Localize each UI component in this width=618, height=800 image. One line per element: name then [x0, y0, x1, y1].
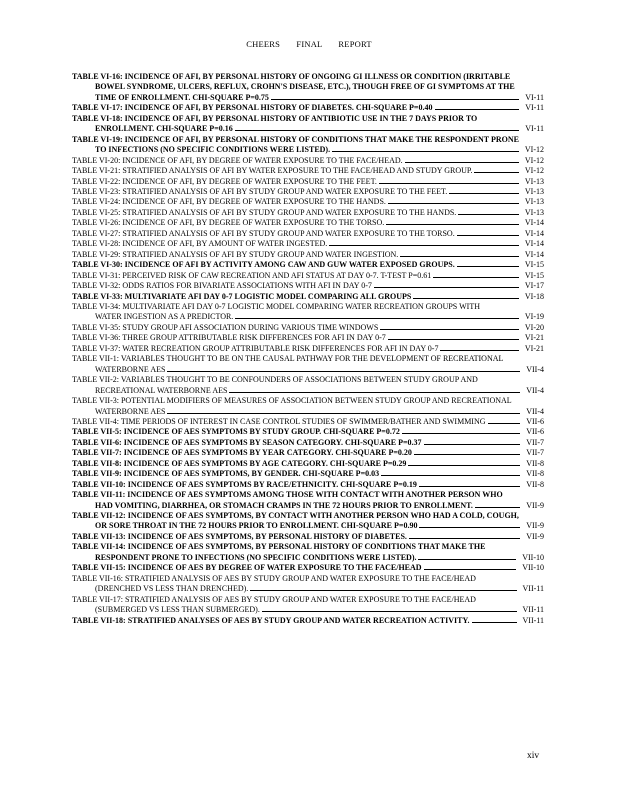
toc-entry-label: TABLE VII-10: — [72, 479, 126, 489]
toc-entry-label: TABLE VII-14: — [72, 542, 126, 552]
toc-entry[interactable] — [72, 135, 544, 156]
toc-entry[interactable] — [72, 480, 544, 490]
toc-entry-page: VII-10 — [522, 552, 544, 562]
toc-entry-label: TABLE VI-19: — [72, 134, 123, 144]
leader-line — [381, 475, 520, 476]
toc-entry-page: VI-11 — [525, 92, 544, 102]
leader-line — [424, 444, 521, 445]
toc-entry[interactable] — [72, 469, 544, 479]
toc-entry-title: BOWEL SYNDROME, ULCERS, REFLUX, CROHN'S DISEASE, ETC.), THOUGH FREE OF GI SYMPTOMS AT THE — [95, 82, 515, 92]
toc-entry-page: VI-14 — [524, 218, 544, 228]
toc-entry-title: WATER RECREATION GROUP ATTRIBUTABLE RISK DIFFERENCES FOR AFI IN DAY 0-7 — [122, 343, 439, 353]
toc-entry-label: TABLE VII-1: — [72, 354, 119, 364]
toc-entry-page: VII-6 — [526, 416, 544, 426]
leader-line — [457, 266, 519, 267]
leader-line — [167, 413, 520, 414]
leader-line — [440, 350, 518, 351]
toc-entry-page: VI-14 — [524, 228, 544, 238]
toc-entry[interactable] — [72, 616, 544, 626]
toc-entry-title: INCIDENCE OF AFI, BY DEGREE OF WATER EXPOSURE TO THE FEET. — [122, 176, 377, 186]
leader-line — [374, 287, 519, 288]
leader-line — [262, 611, 517, 612]
toc-entry-title: THREE GROUP ATTRIBUTABLE RISK DIFFERENCES FOR AFI IN DAY 0-7 — [122, 333, 386, 343]
leader-line — [235, 130, 519, 131]
toc-entry-label: TABLE VI-36: — [72, 333, 121, 343]
toc-entry-title: VARIABLES THOUGHT TO BE ON THE CAUSAL PATHWAY FOR THE DEVELOPMENT OF RECREATIONAL — [120, 354, 504, 364]
toc-entry-page: VII-8 — [526, 479, 544, 489]
leader-line — [488, 423, 521, 424]
toc-entry-title: STRATIFIED ANALYSIS OF AFI BY STUDY GROUP AND WATER EXPOSURE TO THE TORSO. — [122, 228, 455, 238]
toc-entry-page: VI-14 — [524, 249, 544, 259]
toc-entry[interactable] — [72, 156, 544, 166]
toc-entry-title: INCIDENCE OF AES BY DEGREE OF WATER EXPOSURE TO THE FACE/HEAD — [127, 563, 422, 573]
toc-entry-title: INCIDENCE OF AES SYMPTOMS, BY GENDER. CHI-SQUARE P=0.03 — [123, 469, 380, 479]
toc-entry-title: INCIDENCE OF AFI, BY DEGREE OF WATER EXPOSURE TO THE HANDS. — [122, 197, 386, 207]
toc-entry-title: RESPONDENT PRONE TO INFECTIONS (NO SPECIFIC CONDITIONS WERE LISTED). — [95, 552, 417, 562]
toc-entry[interactable] — [72, 166, 544, 176]
leader-line — [380, 329, 519, 330]
leader-line — [379, 183, 519, 184]
toc-entry[interactable] — [72, 333, 544, 343]
toc-entry-title: INCIDENCE OF AFI BY ACTIVITY AMONG CAW AND GUW WATER EXPOSED GROUPS. — [124, 260, 455, 270]
leader-line — [408, 465, 520, 466]
toc-entry-page: VII-4 — [526, 406, 544, 416]
toc-entry[interactable] — [72, 595, 544, 616]
toc-entry[interactable] — [72, 114, 544, 135]
toc-entry-label: TABLE VII-11: — [72, 490, 126, 500]
toc-entry[interactable] — [72, 229, 544, 239]
toc-entry[interactable] — [72, 427, 544, 437]
toc-entry[interactable] — [72, 542, 544, 563]
toc-entry-title: TIME PERIODS OF INTEREST IN CASE CONTROL STUDIES OF SWIMMER/BATHER AND SWIMMING — [120, 416, 486, 426]
leader-line — [424, 569, 517, 570]
toc-entry-label: TABLE VII-7: — [72, 448, 122, 458]
toc-entry[interactable] — [72, 218, 544, 228]
leader-line — [332, 151, 519, 152]
toc-entry[interactable] — [72, 292, 544, 302]
toc-entry-page: VI-15 — [524, 260, 544, 270]
toc-entry-title: INCIDENCE OF AFI, BY PERSONAL HISTORY OF ONGOING GI ILLNESS OR CONDITION (IRRITABLE — [124, 72, 511, 81]
toc-entry[interactable] — [72, 103, 544, 113]
toc-entry-title: INCIDENCE OF AFI, BY PERSONAL HISTORY OF CONDITIONS THAT MAKE THE RESPONDENT PRONE — [124, 134, 519, 144]
toc-entry-title: STUDY GROUP AFI ASSOCIATION DURING VARIOUS TIME WINDOWS — [122, 322, 379, 332]
toc-entry-title: MULTIVARIATE AFI DAY 0-7 LOGISTIC MODEL COMPARING ALL GROUPS — [124, 291, 412, 301]
toc-entry-label: TABLE VI-32: — [72, 281, 121, 291]
toc-entry-label: TABLE VI-20: — [72, 155, 121, 165]
leader-line — [229, 392, 520, 393]
toc-entry-title: INCIDENCE OF AES SYMPTOMS, BY CONTACT WITH ANOTHER PERSON WHO HAD A COLD, COUGH, — [127, 511, 519, 521]
toc-entry-label: TABLE VII-16: — [72, 573, 123, 583]
leader-line — [250, 590, 516, 591]
toc-entry-title: PERCEIVED RISK OF CAW RECREATION AND AFI STATUS AT DAY 0-7. T-TEST P=0.61 — [122, 270, 432, 280]
toc-entry-title: HAD VOMITING, DIARRHEA, OR STOMACH CRAMPS IN THE 72 HOURS PRIOR TO ENROLLMENT. — [95, 500, 473, 510]
toc-entry[interactable] — [72, 323, 544, 333]
toc-entry-label: TABLE VII-9: — [72, 469, 122, 479]
toc-entry-title: STRATIFIED ANALYSIS OF AES BY STUDY GROUP AND WATER EXPOSURE TO THE FACE/HEAD — [124, 573, 476, 583]
toc-entry-label: TABLE VI-33: — [72, 291, 123, 301]
toc-entry-page: VII-9 — [526, 500, 544, 510]
toc-entry[interactable] — [72, 187, 544, 197]
toc-entry-page: VI-12 — [524, 166, 544, 176]
toc-entry-page: VII-7 — [526, 448, 544, 458]
toc-entry-label: TABLE VI-25: — [72, 207, 121, 217]
leader-line — [235, 318, 519, 319]
leader-line — [414, 454, 520, 455]
toc-entry-label: TABLE VII-13: — [72, 531, 126, 541]
toc-entry-page: VII-11 — [522, 605, 544, 615]
toc-entry-title: STRATIFIED ANALYSIS OF AFI BY STUDY GROUP AND WATER EXPOSURE TO THE FEET. — [122, 186, 448, 196]
leader-line — [413, 298, 519, 299]
toc-entry-label: TABLE VI-35: — [72, 322, 121, 332]
toc-entry-page: VI-12 — [524, 145, 544, 155]
leader-line — [167, 371, 520, 372]
toc-entry-page: VI-18 — [524, 291, 544, 301]
leader-line — [405, 162, 519, 163]
toc-entry-title: INCIDENCE OF AES SYMPTOMS, BY PERSONAL HISTORY OF DIABETES. — [127, 531, 407, 541]
toc-entry[interactable] — [72, 511, 544, 532]
leader-line — [474, 172, 518, 173]
toc-entry-title: TIME OF ENROLLMENT. CHI-SQUARE P=0.75 — [95, 92, 269, 102]
page-number: xiv — [527, 751, 540, 761]
toc-entry-label: TABLE VII-15: — [72, 563, 126, 573]
toc-entry-label: TABLE VI-16: — [72, 72, 123, 81]
toc-entry[interactable] — [72, 271, 544, 281]
toc-entry-title: STRATIFIED ANALYSIS OF AFI BY STUDY GROUP AND WATER EXPOSURE TO THE HANDS. — [122, 207, 457, 217]
toc-entry-title: POTENTIAL MODIFIERS OF MEASURES OF ASSOCIATION BETWEEN STUDY GROUP AND RECREATIONAL — [120, 396, 512, 406]
toc-entry[interactable] — [72, 344, 544, 354]
leader-line — [409, 538, 520, 539]
toc-entry[interactable] — [72, 490, 544, 511]
toc-entry[interactable] — [72, 375, 544, 396]
toc-entry-page: VI-12 — [524, 155, 544, 165]
leader-line — [400, 256, 519, 257]
toc-entry-title: INCIDENCE OF AES SYMPTOMS BY STUDY GROUP. CHI-SQUARE P=0.72 — [123, 427, 400, 437]
toc-entry-title: WATERBORNE AES — [95, 406, 166, 416]
toc-entry[interactable] — [72, 260, 544, 270]
leader-line — [449, 193, 519, 194]
toc-entry[interactable] — [72, 197, 544, 207]
toc-entry-page: VII-6 — [526, 427, 544, 437]
toc-entry-page: VI-13 — [524, 207, 544, 217]
toc-entry[interactable] — [72, 563, 544, 573]
toc-entry-title: INCIDENCE OF AES SYMPTOMS BY RACE/ETHNICITY. CHI-SQUARE P=0.19 — [127, 479, 417, 489]
leader-line — [457, 235, 519, 236]
toc-entry-page: VII-9 — [526, 521, 544, 531]
toc-entry-page: VI-14 — [524, 239, 544, 249]
toc-entry-page: VI-20 — [524, 322, 544, 332]
leader-line — [419, 486, 520, 487]
toc-entry-label: TABLE VII-2: — [72, 375, 119, 385]
toc-entry[interactable] — [72, 532, 544, 542]
toc-entry-label: TABLE VII-5: — [72, 427, 122, 437]
toc-entry[interactable] — [72, 72, 544, 103]
running-header: CHEERS FINAL REPORT — [246, 39, 372, 49]
toc-entry-page: VI-21 — [524, 343, 544, 353]
toc-entry-title: INCIDENCE OF AES SYMPTOMS BY AGE CATEGORY. CHI-SQUARE P=0.29 — [123, 458, 407, 468]
toc-entry-page: VII-8 — [526, 469, 544, 479]
toc-entry-page: VII-7 — [526, 437, 544, 447]
leader-line — [418, 559, 516, 560]
toc-entry-page: VII-10 — [522, 563, 544, 573]
leader-line — [388, 339, 519, 340]
toc-entry-title: ODDS RATIOS FOR BIVARIATE ASSOCIATIONS WITH AFI IN DAY 0-7 — [122, 281, 372, 291]
leader-line — [329, 245, 519, 246]
toc-entry-page: VII-11 — [522, 584, 544, 594]
toc-entry-page: VII-8 — [526, 458, 544, 468]
toc-entry[interactable] — [72, 417, 544, 427]
toc-entry-label: TABLE VII-8: — [72, 458, 122, 468]
toc-entry-label: TABLE VI-28: — [72, 239, 121, 249]
toc-entry[interactable] — [72, 177, 544, 187]
toc-entry[interactable] — [72, 574, 544, 595]
toc-entry-title: INCIDENCE OF AFI, BY DEGREE OF WATER EXPOSURE TO THE TORSO. — [122, 218, 385, 228]
toc-entry-label: TABLE VI-37: — [72, 343, 121, 353]
toc-entry-title: WATERBORNE AES — [95, 364, 166, 374]
toc-entry-title: STRATIFIED ANALYSIS OF AES BY STUDY GROUP AND WATER EXPOSURE TO THE FACE/HEAD — [124, 594, 476, 604]
toc-entry-label: TABLE VI-18: — [72, 113, 123, 123]
toc-entry[interactable] — [72, 438, 544, 448]
toc-entry-label: TABLE VII-6: — [72, 437, 122, 447]
toc-entry[interactable] — [72, 459, 544, 469]
toc-entry-label: TABLE VI-26: — [72, 218, 121, 228]
toc-entry-page: VI-11 — [525, 103, 544, 113]
leader-line — [271, 99, 519, 100]
toc-entry-page: VI-17 — [524, 281, 544, 291]
toc-entry-page: VI-13 — [524, 176, 544, 186]
toc-entry-title: ENROLLMENT. CHI-SQUARE P=0.16 — [95, 124, 233, 134]
toc-entry[interactable] — [72, 281, 544, 291]
toc-entry-title: (DRENCHED VS LESS THAN DRENCHED). — [95, 584, 249, 594]
leader-line — [419, 527, 520, 528]
toc-entry-title: INCIDENCE OF AFI, BY AMOUNT OF WATER INGESTED. — [122, 239, 328, 249]
leader-line — [435, 109, 520, 110]
toc-entry-label: TABLE VI-27: — [72, 228, 121, 238]
toc-entry-title: STRATIFIED ANALYSIS OF AFI BY STUDY GROUP AND WATER INGESTION. — [122, 249, 399, 259]
toc-entry-title: TO INFECTIONS (NO SPECIFIC CONDITIONS WERE LISTED). — [95, 145, 331, 155]
toc-entry[interactable] — [72, 396, 544, 417]
toc-entry-title: INCIDENCE OF AES SYMPTOMS BY SEASON CATEGORY. CHI-SQUARE P=0.37 — [123, 437, 422, 447]
toc-entry[interactable] — [72, 448, 544, 458]
toc-entry-title: (SUBMERGED VS LESS THAN SUBMERGED). — [95, 605, 260, 615]
toc-entry-title: VARIABLES THOUGHT TO BE CONFOUNDERS OF ASSOCIATIONS BETWEEN STUDY GROUP AND — [120, 375, 478, 385]
toc-entry-label: TABLE VI-21: — [72, 166, 121, 176]
toc-entry[interactable] — [72, 250, 544, 260]
toc-entry-title: STRATIFIED ANALYSIS OF AFI BY WATER EXPOSURE TO THE FACE/HEAD AND STUDY GROUP. — [122, 166, 473, 176]
toc-entry-title: OR SORE THROAT IN THE 72 HOURS PRIOR TO ENROLLMENT. CHI-SQUARE P=0.90 — [95, 521, 418, 531]
toc-entry-label: TABLE VI-29: — [72, 249, 121, 259]
toc-entry-page: VI-19 — [524, 312, 544, 322]
toc-entry-label: TABLE VI-34: — [72, 301, 121, 311]
toc-entry[interactable] — [72, 354, 544, 375]
toc-entry-label: TABLE VII-18: — [72, 615, 126, 625]
toc-entry-title: INCIDENCE OF AFI, BY DEGREE OF WATER EXPOSURE TO THE FACE/HEAD. — [122, 155, 403, 165]
leader-line — [458, 214, 519, 215]
toc-entry-page: VII-11 — [522, 615, 544, 625]
toc-entry-label: TABLE VII-17: — [72, 594, 123, 604]
toc-entry-label: TABLE VI-24: — [72, 197, 121, 207]
toc-entry-page: VI-21 — [524, 333, 544, 343]
toc-entry-title: MULTIVARIATE AFI DAY 0-7 LOGISTIC MODEL COMPARING WATER RECREATION GROUPS WITH — [122, 301, 480, 311]
toc-entry-label: TABLE VII-3: — [72, 396, 119, 406]
toc-entry-label: TABLE VI-17: — [72, 103, 123, 113]
toc-entry-title: WATER INGESTION AS A PREDICTOR. — [95, 312, 234, 322]
toc-entry-label: TABLE VI-30: — [72, 260, 123, 270]
toc-entry-label: TABLE VII-4: — [72, 416, 119, 426]
list-of-tables — [72, 72, 544, 626]
toc-entry-page: VI-11 — [525, 124, 544, 134]
toc-entry-title: RECREATIONAL WATERBORNE AES — [95, 385, 228, 395]
toc-entry-label: TABLE VI-22: — [72, 176, 121, 186]
toc-entry-page: VI-13 — [524, 186, 544, 196]
toc-entry-label: TABLE VI-31: — [72, 270, 121, 280]
leader-line — [402, 433, 520, 434]
toc-entry-page: VII-4 — [526, 364, 544, 374]
toc-entry-label: TABLE VI-23: — [72, 186, 121, 196]
toc-entry-page: VI-13 — [524, 197, 544, 207]
toc-entry-page: VI-15 — [524, 270, 544, 280]
toc-entry[interactable] — [72, 208, 544, 218]
toc-entry-title: INCIDENCE OF AES SYMPTOMS BY YEAR CATEGORY. CHI-SQUARE P=0.20 — [123, 448, 412, 458]
leader-line — [475, 507, 520, 508]
toc-entry-title: STRATIFIED ANALYSES OF AES BY STUDY GROUP AND WATER RECREATION ACTIVITY. — [127, 615, 470, 625]
leader-line — [388, 203, 519, 204]
toc-entry-page: VII-4 — [526, 385, 544, 395]
toc-entry-title: INCIDENCE OF AFI, BY PERSONAL HISTORY OF DIABETES. CHI-SQUARE P=0.40 — [124, 103, 433, 113]
leader-line — [472, 622, 517, 623]
toc-entry-page: VII-9 — [526, 531, 544, 541]
toc-entry-title: INCIDENCE OF AES SYMPTOMS, BY PERSONAL HISTORY OF CONDITIONS THAT MAKE THE — [127, 542, 486, 552]
leader-line — [386, 224, 519, 225]
toc-entry[interactable] — [72, 302, 544, 323]
toc-entry-label: TABLE VII-12: — [72, 511, 126, 521]
toc-entry-title: INCIDENCE OF AFI, BY PERSONAL HISTORY OF ANTIBIOTIC USE IN THE 7 DAYS PRIOR TO — [124, 113, 478, 123]
toc-entry[interactable] — [72, 239, 544, 249]
leader-line — [433, 277, 519, 278]
toc-entry-title: INCIDENCE OF AES SYMPTOMS AMONG THOSE WITH CONTACT WITH ANOTHER PERSON WHO — [127, 490, 503, 500]
